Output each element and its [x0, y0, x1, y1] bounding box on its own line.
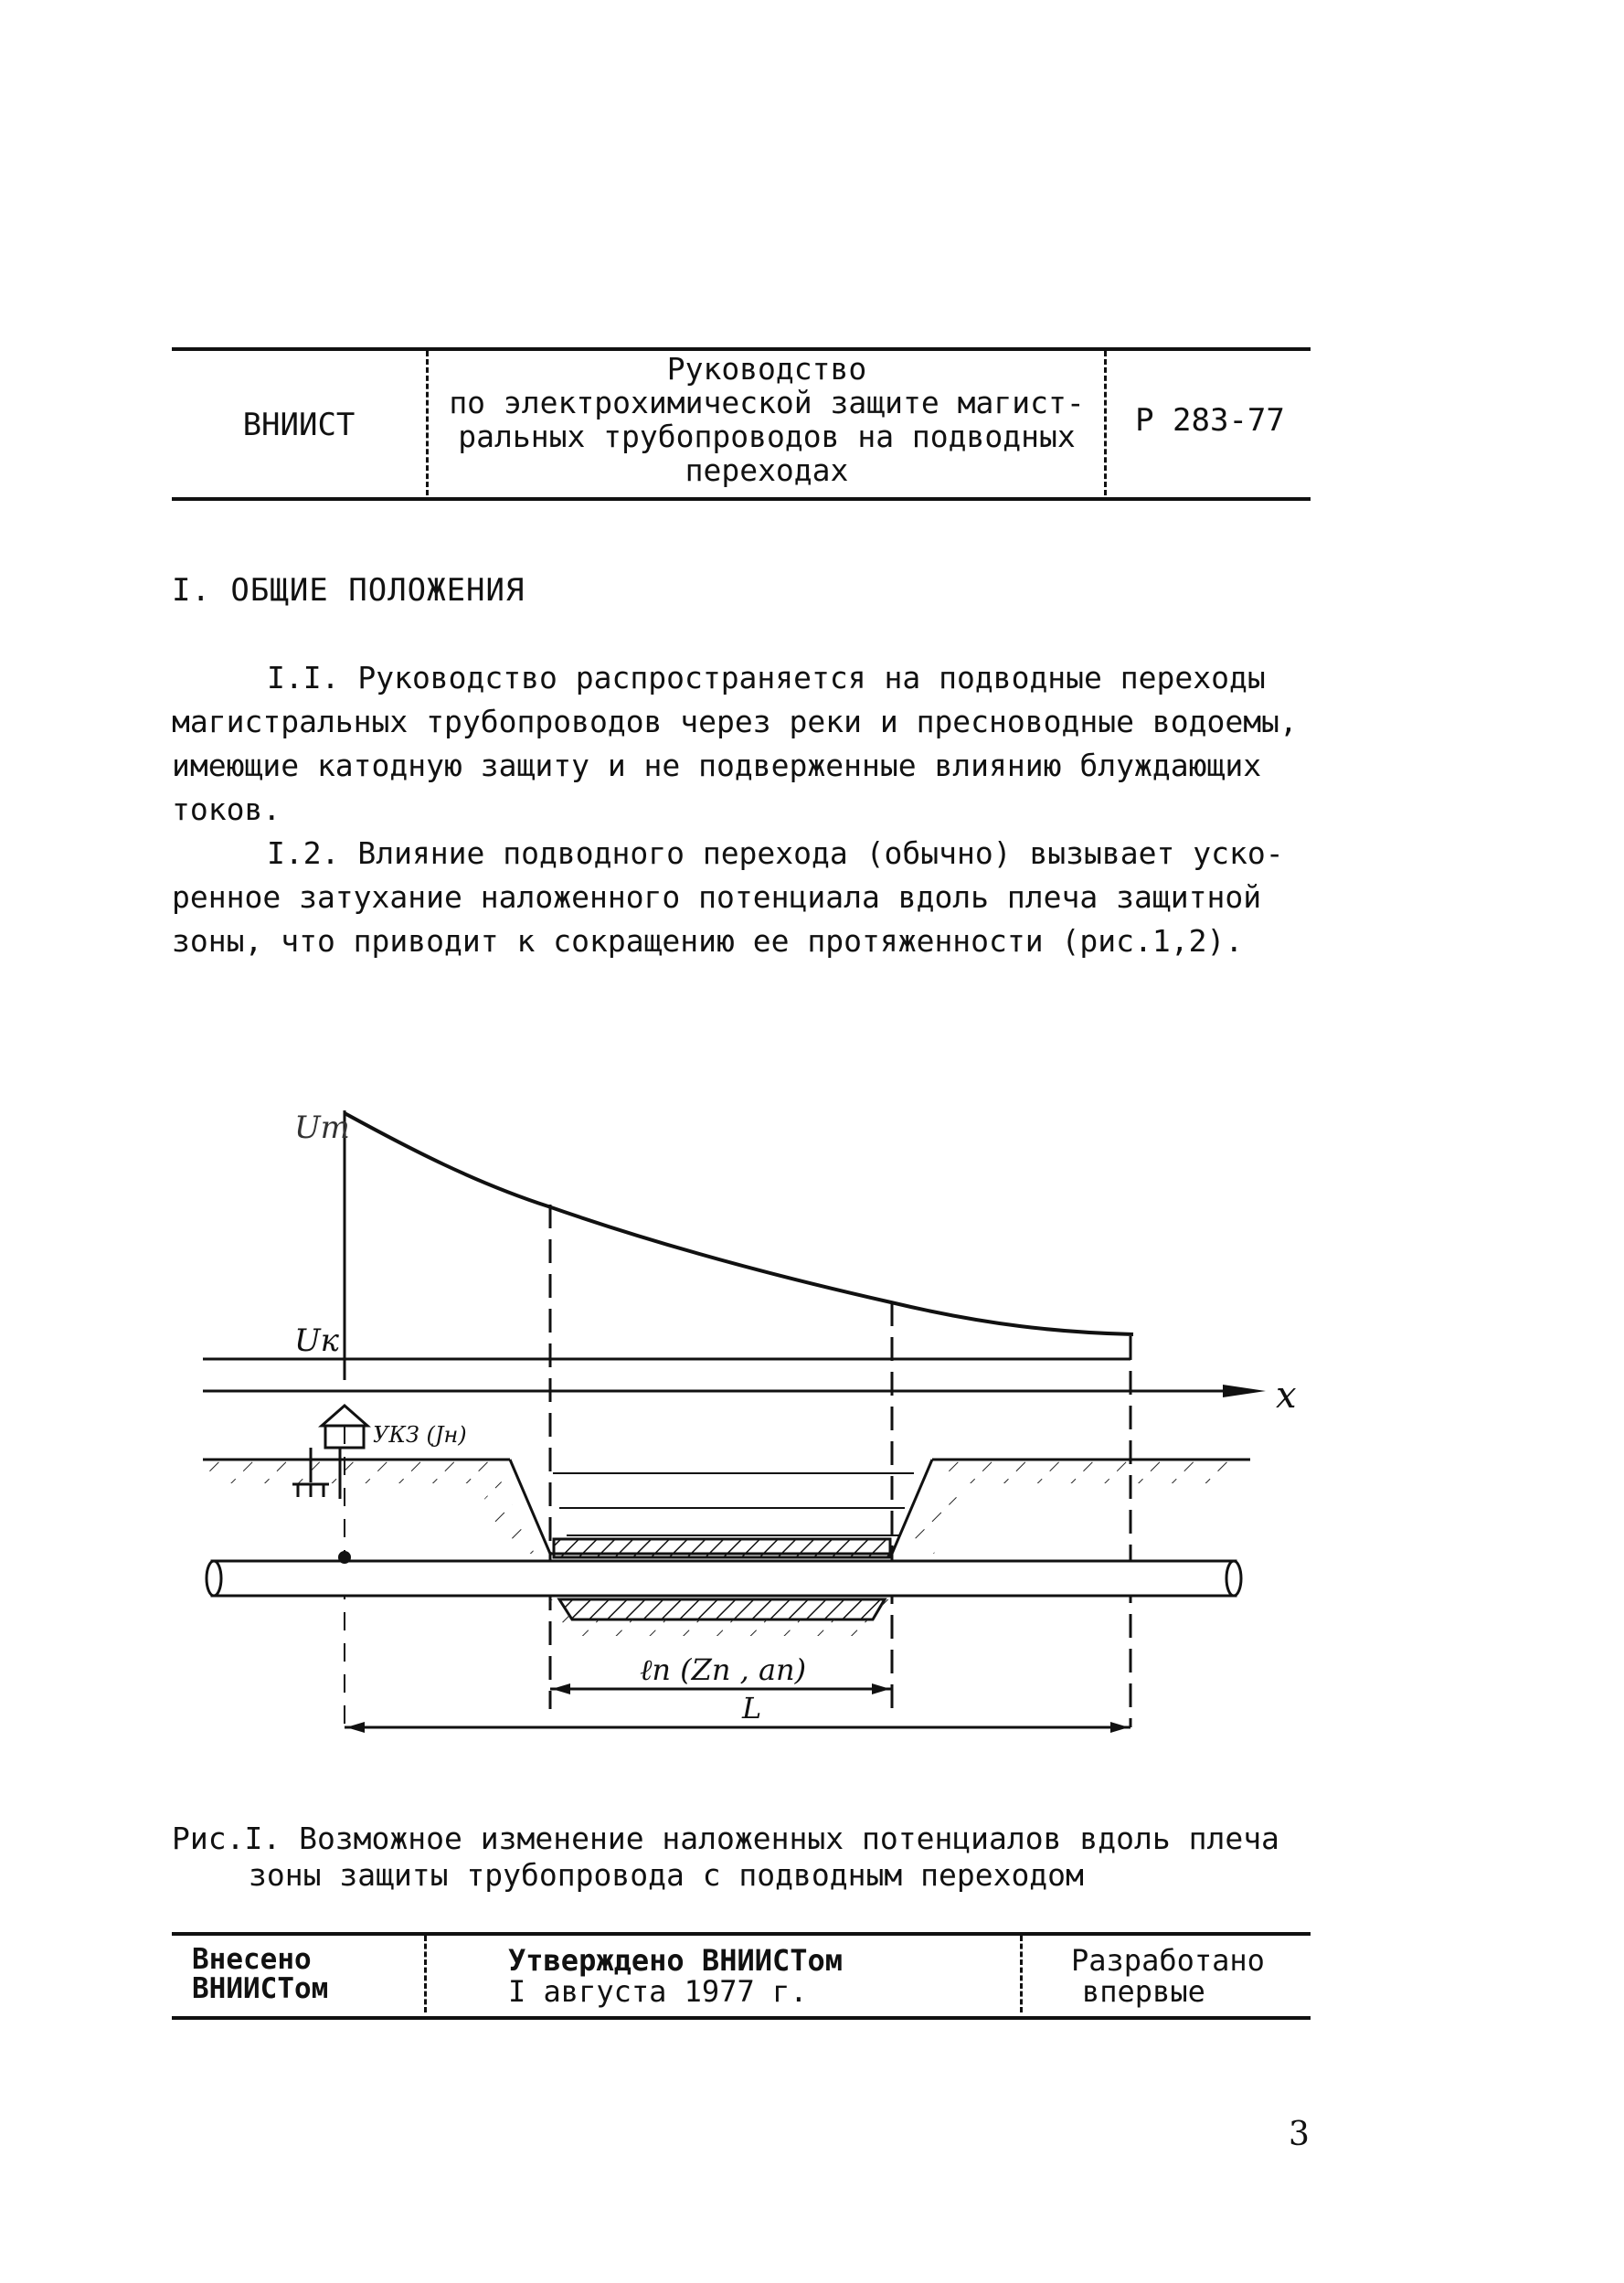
header-title-line: ральных трубопроводов на подводных	[458, 419, 1076, 454]
footer-developed	[1071, 1945, 1265, 2007]
l-arrow-right	[1110, 1722, 1129, 1733]
pipe-ballast-bottom	[559, 1599, 885, 1619]
paragraph-line: токов.	[172, 791, 281, 827]
l-arrow-left	[346, 1722, 365, 1733]
footer-introduced	[192, 1945, 328, 2003]
threshold-label: Uк	[294, 1322, 339, 1359]
footer-line: впервые	[1082, 1974, 1205, 2009]
river-bank-hatch-left	[484, 1481, 535, 1554]
footer-line: I августа 1977 г.	[508, 1974, 808, 2009]
l-label: L	[742, 1691, 762, 1726]
footer-approved	[508, 1945, 843, 2007]
paragraph-line: имеющие катодную защиту и не подверженные влиянию блуждающих	[172, 748, 1262, 783]
footer-top-rule	[172, 1932, 1311, 1936]
ln-label: ℓп (Zп , aп)	[640, 1652, 807, 1687]
paragraph-line: зоны, что приводит к сокращению ее протяженности (рис.1,2).	[172, 923, 1244, 959]
paragraph-line: ренное затухание наложенного потенциала вдоль плеча защитной	[172, 879, 1262, 915]
paragraph-line: I.2. Влияние подводного перехода (обычно) вызывает уско-	[267, 835, 1284, 871]
footer-line: Внесено	[192, 1943, 312, 1976]
x-axis-arrow	[1223, 1385, 1266, 1397]
caption-line: Рис.I. Возможное изменение наложенных потенциалов вдоль плеча	[172, 1821, 1279, 1856]
footer-divider-1	[424, 1936, 427, 2012]
page-number: 3	[1289, 2116, 1310, 2153]
soil-hatch-left	[203, 1461, 495, 1483]
paragraph-line: магистральных трубопроводов через реки и пресноводные водоемы,	[172, 704, 1298, 739]
station-label: УКЗ (Jн)	[373, 1422, 467, 1448]
footer-bottom-rule	[172, 2016, 1311, 2020]
potential-axis-label: Uт	[294, 1110, 350, 1146]
soil-hatch-right	[946, 1461, 1238, 1483]
pipeline	[212, 1561, 1236, 1596]
header-org: ВНИИСТ	[242, 407, 356, 443]
paragraph-line: I.I. Руководство распространяется на подводные переходы	[267, 660, 1266, 696]
header-title-line: переходах	[685, 452, 849, 488]
footer-line: Разработано	[1071, 1943, 1265, 1978]
station-roof	[322, 1406, 367, 1426]
section-title: I. ОБЩИЕ ПОЛОЖЕНИЯ	[172, 572, 525, 609]
pipeline-end-right	[1226, 1561, 1241, 1596]
figure-caption	[172, 1821, 1311, 1894]
header-doc-code: Р 283-77	[1135, 402, 1285, 439]
caption-line: зоны защиты трубопровода с подводным переходом	[249, 1857, 1084, 1893]
header-title-line: по электрохимической защите магист-	[449, 385, 1085, 420]
ln-arrow-right	[872, 1683, 890, 1694]
pipe-ballast-top	[554, 1539, 890, 1557]
drainage-point	[338, 1551, 351, 1564]
header-title-line: Руководство	[666, 351, 867, 387]
x-axis-label: x	[1276, 1375, 1297, 1417]
footer-line: Утверждено ВНИИСТом	[508, 1943, 844, 1978]
potential-curve	[345, 1113, 1133, 1334]
river-bank-hatch-right	[908, 1481, 958, 1554]
ln-arrow-left	[552, 1683, 570, 1694]
footer-divider-2	[1020, 1936, 1023, 2012]
pipeline-end-left	[207, 1561, 221, 1596]
footer-line: ВНИИСТом	[192, 1972, 329, 2005]
